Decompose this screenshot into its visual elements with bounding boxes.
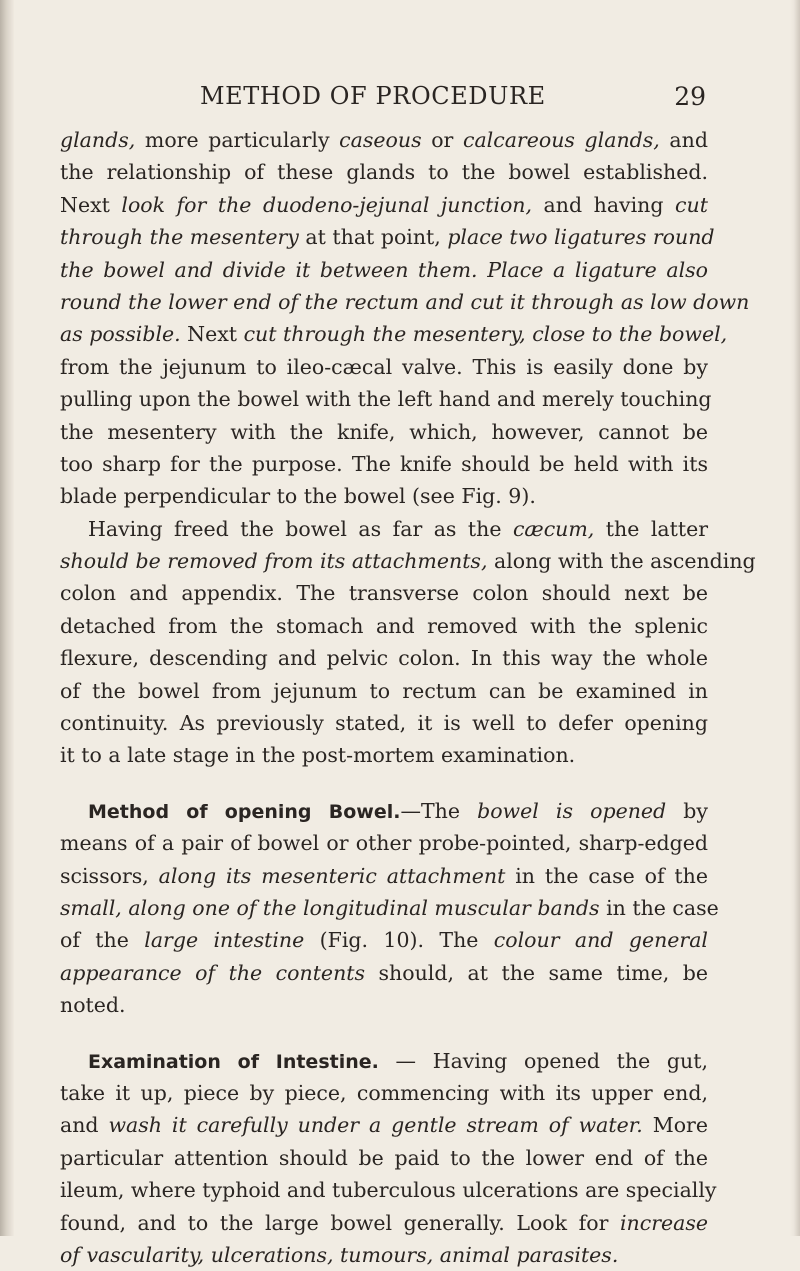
text-line: found, and to the large bowel generally. Look for increase (60, 1210, 708, 1235)
text-line: small, along one of the longitudinal muscular bands in the case (60, 895, 719, 920)
text-line: take it up, piece by piece, commencing with its upper end, (60, 1080, 708, 1105)
page-gutter-shadow (0, 0, 14, 1236)
text-line: detached from the stomach and removed with the splenic (60, 613, 708, 638)
text-line: the mesentery with the knife, which, however, cannot be (60, 419, 708, 444)
text-line: Next look for the duodeno-jejunal junction, and having cut (60, 192, 708, 217)
text-line: scissors, along its mesenteric attachment in the case of the (60, 863, 708, 888)
text-line: as possible. Next cut through the mesentery, close to the bowel, (60, 322, 728, 347)
text-line: the bowel and divide it between them. Place a ligature also (60, 257, 708, 282)
text-line: ileum, where typhoid and tuberculous ulcerations are specially (60, 1178, 717, 1203)
text-line: colon and appendix. The transverse colon should next be (60, 581, 708, 606)
text-line: Having freed the bowel as far as the cæcum, the latter (88, 516, 709, 541)
text-line: of the large intestine (Fig. 10). The colour and general (60, 928, 708, 953)
text-line: round the lower end of the rectum and cut it through as low down (60, 289, 750, 314)
text-line: flexure, descending and pelvic colon. In this way the whole (60, 646, 708, 671)
text-line: appearance of the contents should, at the same time, be (60, 960, 708, 985)
text-line: Examination of Intestine. — Having opened the gut, (88, 1048, 708, 1073)
section-heading: Method of opening Bowel. (88, 800, 401, 823)
text-line: should be removed from its attachments, along with the ascending (60, 549, 756, 574)
text-line: it to a late stage in the post-mortem examination. (60, 743, 576, 768)
body-text (60, 124, 756, 1271)
text-line: pulling upon the bowel with the left hand and merely touching (60, 387, 712, 412)
running-title: METHOD OF PROCEDURE (200, 82, 546, 110)
text-line: Method of opening Bowel.—The bowel is opened by (88, 798, 708, 823)
text-line: the relationship of these glands to the bowel established. (60, 160, 708, 185)
text-line: particular attention should be paid to the lower end of the (60, 1145, 708, 1170)
text-line: means of a pair of bowel or other probe-pointed, sharp-edged (60, 831, 708, 856)
text-line: noted. (60, 993, 126, 1018)
text-line: continuity. As previously stated, it is well to defer opening (60, 711, 708, 736)
text-line: of vascularity, ulcerations, tumours, animal parasites. (60, 1242, 619, 1267)
text-line: and wash it carefully under a gentle stream of water. More (60, 1113, 708, 1138)
text-line: too sharp for the purpose. The knife should be held with its (60, 451, 708, 476)
page-number: 29 (674, 82, 706, 111)
text-line: glands, more particularly caseous or calcareous glands, and (60, 128, 708, 152)
page-edge-shadow (790, 0, 800, 1236)
text-line: of the bowel from jejunum to rectum can be examined in (60, 678, 708, 703)
running-head (200, 82, 706, 116)
text-line: blade perpendicular to the bowel (see Fig. 9). (60, 484, 536, 509)
text-line: from the jejunum to ileo-cæcal valve. This is easily done by (60, 354, 708, 379)
text-line: through the mesentery at that point, place two ligatures round (60, 225, 715, 250)
section-heading: Examination of Intestine. (88, 1050, 379, 1073)
